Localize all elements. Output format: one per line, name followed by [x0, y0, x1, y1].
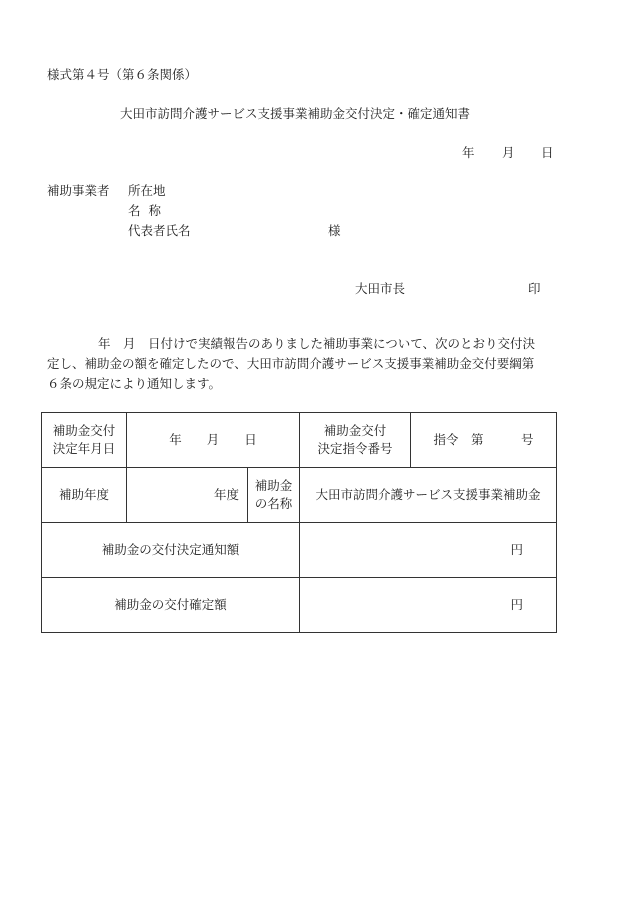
issue-date-day: 日: [541, 145, 554, 160]
decision-number-value: 指令 第 号: [411, 413, 557, 468]
notice-body-line-3: ６条の規定により通知します。: [47, 376, 222, 391]
recipient-representative-label: 代表者氏名: [128, 223, 191, 238]
notice-body-line-2: 定し、補助金の額を確定したので、大田市訪問介護サービス支援事業補助金交付要綱第: [47, 356, 535, 371]
notice-amount-value: 円: [300, 523, 557, 578]
subsidy-name-label: 補助金 の名称: [248, 468, 300, 523]
issue-date-month: 月: [502, 145, 515, 160]
table-row: [42, 523, 557, 578]
form-number: 様式第４号（第６条関係）: [47, 67, 198, 82]
table-row: [42, 578, 557, 633]
issue-date-year: 年: [462, 145, 475, 160]
confirmed-amount-value: 円: [300, 578, 557, 633]
table-row: [42, 468, 557, 523]
decision-number-label: 補助金交付 決定指令番号: [300, 413, 411, 468]
recipient-address-label: 所在地: [128, 183, 166, 198]
decision-date-value: 年 月 日: [127, 413, 300, 468]
notice-body: [47, 334, 572, 394]
document-title: 大田市訪問介護サービス支援事業補助金交付決定・確定通知書: [120, 106, 471, 121]
fiscal-year-label: 補助年度: [42, 468, 127, 523]
recipient-name-label: 名称: [128, 203, 170, 218]
notice-body-line-1: 年 月 日付けで実績報告のありました補助事業について、次のとおり交付決: [98, 336, 536, 351]
issuer-name: 大田市長: [355, 281, 406, 296]
table-row: [42, 413, 557, 468]
notice-amount-label: 補助金の交付決定通知額: [42, 523, 300, 578]
subsidy-details-table: [41, 412, 557, 633]
subsidy-name-value: 大田市訪問介護サービス支援事業補助金: [300, 468, 557, 523]
issuer-seal: 印: [528, 281, 541, 296]
recipient-label: 補助事業者: [47, 183, 110, 198]
recipient-honorific: 様: [328, 223, 341, 238]
decision-date-label: 補助金交付 決定年月日: [42, 413, 127, 468]
fiscal-year-value: 年度: [127, 468, 248, 523]
confirmed-amount-label: 補助金の交付確定額: [42, 578, 300, 633]
